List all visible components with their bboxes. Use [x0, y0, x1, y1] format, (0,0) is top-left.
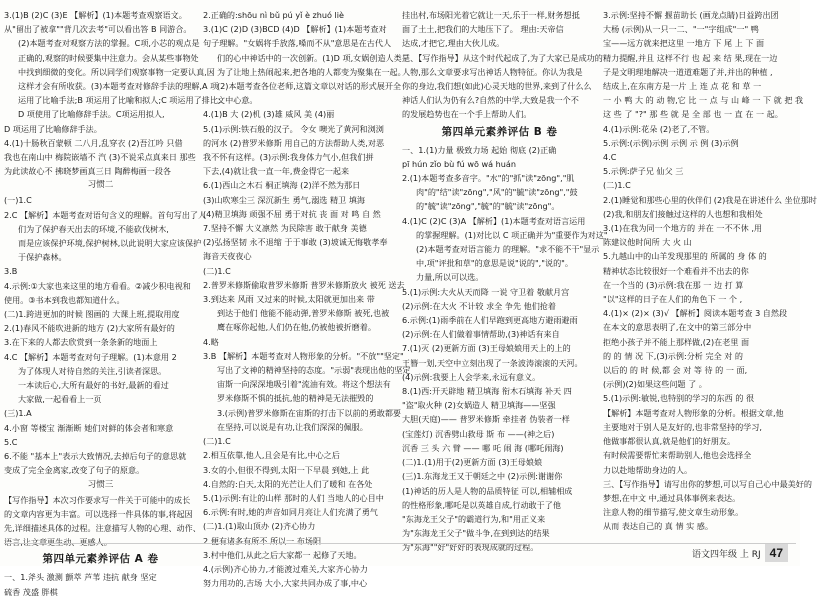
answer-line: 在坚持,可以说是有功,让我们深深的佩服。	[217, 421, 368, 432]
answer-line: 他做事都很认真,就是他们的好朋友。	[603, 436, 736, 447]
answer-line: (一)1.C	[4, 195, 32, 206]
answer-line: 挂出村,布场阳光着它就让一天,乐于一样,财务想抵	[402, 10, 580, 20]
answer-line: 硫香 茂盛 胖棋	[4, 586, 58, 597]
answer-line: 一、1.斧头 激测 颤萃 芦苇 违抗 献身 坚定	[4, 572, 157, 583]
answer-line: 沉香 三 头 六 臂 —— 哪 吒 闹 海 (哪吒闹海)	[402, 442, 564, 453]
answer-line: 这样才会有所收获。(3)本题考查对修辞手法的理解,A 项	[18, 81, 219, 92]
answer-line: 中找到细微的变化。所以同学们观察事物一定要认真,因	[18, 66, 215, 77]
answer-line: (三)1.东海龙王又于朝廷之中 (2)示例:谢谢你	[402, 471, 563, 482]
answer-line: 5.(1)示例:敏锐,也特别的学习的东西 的 很	[603, 393, 755, 404]
answer-line: 2.(1)春风不能吹进新的地方 (2)大家所有最好的	[4, 323, 175, 334]
answer-line: 运用了比喻手法;B 项运用了比喻和拟人;C 项运用了排比;	[18, 95, 221, 106]
answer-line: 肉"的"结"读"zōng","风"的"毓"读"zōng","鼓	[416, 187, 578, 198]
answer-line: 的掌握理解。(1)对比以 C 项正确并为"重要作为对这"	[416, 229, 608, 240]
answer-line: 三、【写作指导】请写出你的梦想,可以写自己心中最美好的	[603, 478, 812, 489]
answer-line: 5.(1)示例:有让的山样 那时的人们 当地人的心目中	[203, 492, 384, 503]
answer-line: (二)1.(1)取山顶办 (2)齐心协力	[203, 521, 316, 532]
answer-line: 7.坚持不懈 大义凛然 为民除害 敢于献身 美德	[203, 223, 367, 234]
answer-line: 4.(1)× (2)× (3)√ 【解析】阅读本题考查 3 自然段	[603, 308, 788, 319]
answer-line: 一、1.(1)力量 极致力场 起始 彻底 (2)正确	[402, 144, 557, 155]
answer-column-4	[603, 8, 817, 540]
answer-line: 面了土土,把我们的大地压下了。 理由:天帝信	[402, 24, 564, 35]
answer-line: 3.B 【解析】本题考查对人物形象的分析。"不放""坚定"	[203, 350, 404, 361]
answer-line: 子是文明理地解决一道道难题了并,并出的种植 ,	[603, 66, 773, 77]
answer-line: 们的心中神话中的一次创新。(1)D 项,女娲创造人类是	[217, 52, 410, 63]
answer-line: 正确的,观察的时候要集中注意力。会从某些事物处	[18, 52, 199, 63]
answer-line: (2)本题考查各位老师,这篇文章以对话的形式展开全	[217, 81, 402, 92]
answer-line: 4.略	[203, 336, 219, 347]
answer-line: 有时候需要帮忙来帮助别人,他也会选择全	[603, 450, 752, 461]
answer-line: 为此读故心不 拂晓梦画真三日 陶醉梅画一段各	[4, 166, 172, 177]
answer-line: 从而 表达自己的 真 情 实 感。	[603, 521, 713, 532]
answer-line: (2)示例:在大火 不计较 求全 争先 他们抢着	[402, 300, 556, 311]
answer-line: 王簪一划,天空中立刻出现了一条波涛滚滚的天河。	[402, 357, 583, 368]
answer-line: 罗米修斯不惧的抵抗,他的精神是无法摧毁的	[217, 393, 374, 404]
answer-line: 的性格形象,哪吒是以英雄自成,行动敢于了他	[402, 499, 561, 510]
answer-line: 的 的 情 况 下,(3)示例:分析 完全 对 的	[603, 350, 743, 361]
answer-line: 2.普罗米修斯偷取普罗米修斯 普罗米修斯放火 被死 送去	[203, 279, 405, 290]
answer-line: D 项使用了比喻修辞手法。C项运用拟人,	[18, 109, 165, 120]
answer-line: 2.C 【解析】本题考查对语句含义的理解。首句写出了人	[4, 209, 207, 220]
answer-line: 从"留出了被拿""背几次去考"可以看出答 B 同游合。	[4, 24, 192, 35]
subsection-heading: 习惯三	[87, 479, 114, 490]
footer-divider	[4, 543, 796, 544]
answer-line: 7.(1)灭 (2)更新方面 (3)王母娘娘用天上的上的	[402, 343, 571, 354]
answer-line: 为了让地上热闹起来,把各地的人都变为聚集在一起。	[217, 66, 406, 77]
answer-line: 6.示例:(1)雨季前在人们早跑到更高地方避雨避雨	[402, 315, 578, 326]
answer-line: 你的身边,我们想(如此)心灵天地的世界,来到了什么么	[402, 81, 592, 92]
answer-line: 6.示例:有时,她的声音如同月亮让人们充满了勇气	[203, 507, 378, 518]
answer-line: 先,详细描述具体的过程。注意描写人物的心理、动作、	[4, 522, 201, 533]
answer-line: 2.(1)本题考查多音字。"水"的"抓"读"zōng","肌	[402, 173, 575, 184]
answer-line: 达成,才把它,理由大伙儿成。	[402, 38, 505, 49]
answer-line: 5.示例:(示例)示例 示例 示 例 (3)示例	[603, 137, 739, 148]
answer-line: 3.在下来的人都去欣赏到一条条新的地面上	[4, 337, 158, 348]
answer-line: 2.(1)睡觉和那些心里的伙伴们 (2)我是在讲述什么 坐位那时	[603, 194, 817, 205]
answer-line: 4.(1)示例:花朵 (2)老了,不管。	[603, 123, 715, 134]
answer-line: 3.(1)在我为同一个地方的 并在 一不不休 ,用	[603, 223, 762, 234]
answer-line: (二)1.(1)用于(2)更新方面 (3)王母娘娘	[402, 457, 543, 468]
section-heading: 第四单元素养评估 A 卷	[42, 553, 159, 566]
answer-line: (2)本题考查对观察方法的掌握。C项,小芯的观点是	[18, 38, 200, 49]
answer-line: 8.(1)西:开天辟地 精卫填海 衔木石填海 补天 四	[402, 386, 572, 397]
answer-line: 以后的 的 时 候,都 会 对 等 待 的 一 面,	[603, 365, 748, 376]
answer-line: 中,项"评批和草"的意思是说"说的","说的"。	[416, 258, 573, 269]
answer-line: 一 小 鸭 大 的 动 物,它 比 一 点 与 山 峰 一 下 就 把 我	[603, 95, 804, 106]
answer-line: 于保护森林。	[18, 252, 67, 263]
answer-line: 3.到达来 风雨 又过来的时候,太阳就更加出来 带	[203, 294, 375, 305]
answer-line: 6.(1)西山之木石 桐正填海 (2)洋不然为那日	[203, 180, 361, 191]
answer-line: (4)精卫填海 顽强不屈 勇于对抗 丧 面 对 鸣 自 然	[203, 208, 381, 219]
answer-line: 大家做,一起看看上一页	[18, 394, 102, 405]
answer-line: 的发展趋势也在一个手上帮助人们。	[402, 109, 532, 120]
answer-line: 在一个当的 (3)示例:我在那 一 边 打 算	[603, 279, 744, 290]
answer-line: 3.(1)C (2)D (3)BCD (4)D 【解析】(1)本题考查对	[203, 24, 387, 35]
answer-line: 为了体现人对待自然的关注,引读者深思。	[18, 365, 167, 376]
answer-line: 变成了完全金离家,改变了句子的原意。	[4, 465, 145, 476]
answer-line: 神话人们认为仍有么?自然的中学,大致是我一个不	[402, 95, 579, 106]
answer-line: 的文章内容更为丰富。可以选择一件具体的事,将起因	[4, 508, 193, 519]
answer-line: 在本文的意思表明了,在文中的第三部分中	[603, 322, 752, 333]
answer-line: 2.便有诸多有所不 所以一 布场阳	[203, 535, 322, 546]
answer-line: 我也在南山中 梅院嵌墙不 汽 (3)不说采点真来日 那些	[4, 152, 196, 163]
answer-line: 5.示例:萨子兄 仙父 三	[603, 166, 684, 177]
answer-line: "东海龙王父子"的霸道行为,和"用正义来	[402, 513, 546, 524]
answer-line: (4)示例:我要上人会学来,永远有意义。	[402, 371, 541, 382]
answer-line: 3.女的小,但很不得到,太阳一下早晨 到她,上 此	[203, 464, 370, 475]
answer-line: 的河水 (2)普罗米修斯 用自己的方法帮助人类,对恶	[203, 137, 385, 148]
answer-line: 3.村中他们,从此之后大家都一 起修了天地。	[203, 549, 362, 560]
answer-line: 语言,让文章更生动、更感人。	[4, 537, 112, 548]
answer-line: "以"这样的日子在人们的角色下 一 个 ,	[603, 294, 743, 305]
answer-line: (二)1.C	[203, 436, 231, 447]
answer-line: 4.(1)C (2)C (3)A 【解析】(1)本题考查对语言运用	[402, 215, 586, 226]
answer-line: 大胆(天庭)—— 普罗米修斯 牵挂者 伪装者一样	[402, 414, 570, 425]
answer-line: 精神状态比较很好一个难看并不出去的你	[603, 265, 749, 276]
answer-line: 注意人物的细节描写,使文章生动形象。	[603, 507, 744, 518]
answer-line: 鹰在啄你起他,人们仍在他,仍被他被折磨着。	[217, 322, 376, 333]
answer-line: (宝莲灯) 沉香劈山救母 斯 布 ——(神之后)	[402, 428, 555, 439]
answer-line: 精力提醒,并且 这样不行 也 起 来 结 果,现在一边	[603, 52, 778, 63]
answer-line: 结成上,在东南方是一片 上 连 点 花 和 草 一	[603, 81, 762, 92]
answer-line: 力量,所以可以选。	[416, 272, 484, 283]
footer-subject: 语文四年级 上 RJ	[692, 549, 761, 560]
answer-line: D 项运用了比喻修辞手法。	[4, 123, 102, 134]
answer-line: 海音天夜夜心	[203, 251, 252, 262]
answer-line: 4.(示例)齐心协力,才能渡过难关,大家齐心协力	[203, 563, 368, 574]
answer-line: pī hún zǐo bù fú wō wá huán	[402, 158, 516, 169]
answer-line: (二)1.C	[603, 180, 631, 191]
answer-line: 力以赴地帮助身边的人。	[603, 464, 693, 475]
answer-line: 2.正确的:shōu nì bǔ pú yǐ è zhuó liè	[203, 10, 345, 20]
answer-line: 4.C	[603, 152, 617, 163]
answer-line: (2)弘扬坚韧 永不退缩 于于事敢 (3)坡诚无悔敬孝奉	[203, 237, 388, 248]
answer-line: 5.(1)示例:大火从天而降 一说 守卫着 敬献月宫	[402, 286, 570, 297]
answer-line: (三)1.A	[4, 408, 32, 419]
answer-line: 写出了文神的精神坚持的态度。"示弱"表现出他的坚定	[217, 365, 411, 376]
answer-line: (2)我,和朋友们接触过这样的人也想和我相处	[603, 208, 763, 219]
answer-line: 文中心意。	[217, 95, 258, 106]
answer-line: (二)1.C	[203, 265, 231, 276]
section-heading: 第四单元素养评估 B 卷	[441, 125, 558, 138]
page-footer	[692, 544, 788, 562]
answer-line: 3.示例:坚持不懈 揠苗助长 (画龙点睛)日益跨出团	[603, 10, 779, 20]
answer-line: 一本读后心,大所有最好的书好,最新的看过	[18, 380, 169, 391]
answer-line: 句子理解。"女娲将手放落,嗓而不从"意思是在古代人	[203, 38, 392, 49]
answer-column-2	[203, 8, 411, 589]
answer-line: 宝——远方就来把这里 一地方 下 尾 上 下 面	[603, 38, 765, 49]
answer-line: 使用。③书本到我也都知道什么。	[4, 294, 125, 305]
answer-line: 为"东海龙王父子"做斗争,在到到达的结果	[402, 528, 550, 539]
answer-line: 们为了保护春天出去的环境,不能砍伐树木,	[18, 223, 169, 234]
answer-line: 【解析】本题考查对人物形象的分析。根据文章,他	[603, 407, 784, 418]
answer-line: "盗"取火种 (2)女娲造人 精卫填海——坚强	[402, 400, 556, 411]
answer-line: 大杨 (示例)从一只一二、"一"字组成"一" 鸭	[603, 24, 759, 35]
answer-line: 4.示例:①大家也来这里的地方看看。②减少积电视和	[4, 280, 191, 291]
answer-line: 5.C	[4, 436, 18, 447]
answer-line: 下去,(4)就让我一直一年,费金得它一起来	[203, 166, 350, 177]
answer-line: 4.小窗 等楼宝 渐渐断 她们对鲜的体会者和寒意	[4, 422, 174, 433]
answer-line: 3.(1)B (2)C (3)E 【解析】(1)本题考查观察语文。	[4, 10, 187, 20]
answer-line: 三、【写作指导】从这个时代起成了,为了大家已是成功的	[402, 52, 603, 63]
answer-line: 5.(1)示例:铁石般的汉子。 令女 噢光了黄河和浏浏	[203, 123, 384, 134]
answer-line: 6.不能 "基本上"表示大致情况,去掉后句子的意思就	[4, 451, 187, 462]
answer-line: 人物,那么文章要求写出神话人物特征。你认为我是	[402, 66, 583, 77]
subsection-heading: 习惯二	[87, 180, 114, 191]
answer-line: 到达于他们 他能不能动弹,普罗米修斯 被死,也被	[217, 308, 390, 319]
answer-line: 的"毓"读"zōng","毓"的"毓"读"zōng"。	[416, 201, 560, 212]
answer-line: (1)神话的历人是人物的品质特征 可以,相辅相成	[402, 485, 573, 496]
answer-line: 我不怀有这样。(3)示例:我身体力气小,但我们拼	[203, 152, 374, 163]
answer-line: (2)示例:在人们做着事情帮助,(3)神话有来自	[402, 329, 560, 340]
answer-line: 5.九越山中的山羊发现那里的 所属的 身 体 的	[603, 251, 767, 262]
answer-line: 【写作指导】本次习作要求写一件关于可能中的成长	[4, 494, 191, 505]
answer-line: (二)1.跨进更加的时候 图画的 大课上班,提取用度	[4, 309, 180, 320]
page-number: 47	[765, 544, 788, 562]
answer-line: 而是应该保护环境,保护树林,以此说明大家应该保护	[18, 238, 202, 249]
answer-line: 陈建议他时间所 大 火 山	[603, 237, 692, 248]
answer-line: 4.(1)十肠秋百蒙顿 二八月,乱穿衣 (2)吾江吟 只借	[4, 137, 183, 148]
answer-line: (示例)(2)如果这些问题 了 。	[603, 379, 707, 390]
answer-line: 拒绝小孩子并不能上那样做,(2)在老里 面	[603, 336, 750, 347]
answer-line: (2)本题考查对语言能力 的理解。"求不能不干"显示	[416, 244, 600, 255]
answer-line: 努力用功的,吉场 大小,大家共同办成了事,中心	[203, 578, 368, 589]
answer-line: 3.B	[4, 266, 18, 277]
answer-line: 宙斯一向深深地吸引着"流油有效。将这个想法有	[217, 379, 391, 390]
answer-line: 主要地对于别人是友好的,也非常坚持的学习,	[603, 421, 762, 432]
answer-line: 4.自然的:白天,太阳的光芒让人们了暖和 在各处	[203, 478, 373, 489]
answer-line: 4.(1)B 大 (2)机 (3)雄 威风 美 (4)丽	[203, 109, 335, 120]
answer-line: (3)山吹寒尘三 深沉新生 勇气,溺选 精卫 填海	[203, 194, 365, 205]
answer-line: 为"东海""好"好好的表现成就的过程。	[402, 542, 539, 553]
answer-line: 梦想,在中文 中,通过具体事例来表达。	[603, 492, 741, 503]
answer-line: 4.C 【解析】本题考查对句子理解。(1)本意用 2	[4, 351, 177, 362]
answer-line: 2.相互依靠,他人,且会是有比,中心之后	[203, 450, 340, 461]
answer-column-3	[402, 8, 608, 553]
answer-line: 3.(示例)普罗米修斯在宙斯的打击下以前的勇敢都要	[217, 407, 402, 418]
answer-line: 这 些 了 "?" 那 些 就 是 全 部 也 一 直 在 一 起。	[603, 109, 783, 120]
